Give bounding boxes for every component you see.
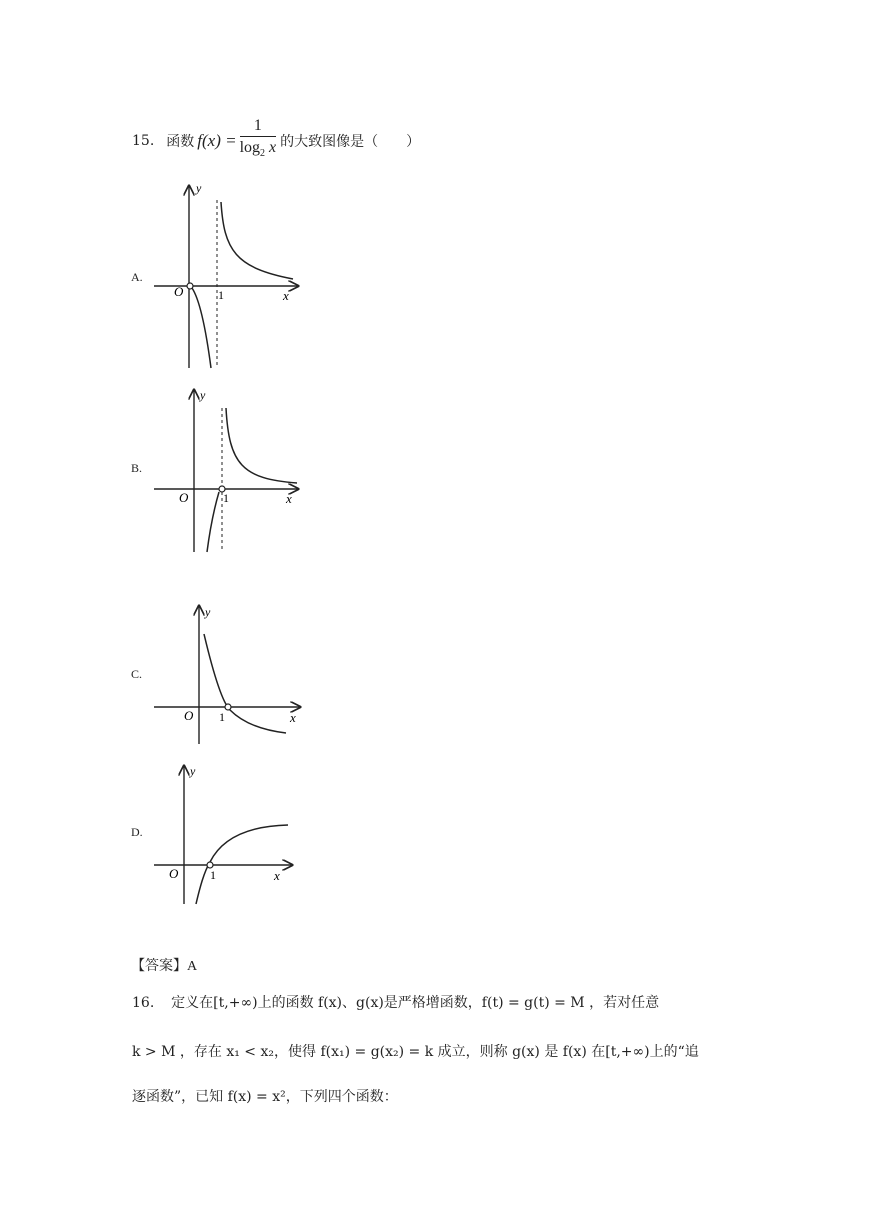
q15-func-lhs: f(x) = (197, 131, 237, 150)
option-c-label: C. (131, 667, 143, 681)
q15-lead: 函数 (166, 134, 195, 150)
curve-left (192, 288, 211, 368)
origin-label: O (174, 284, 184, 299)
y-label: y (205, 605, 211, 619)
y-label: y (200, 388, 206, 402)
y-label: y (190, 764, 196, 778)
curve (204, 634, 286, 733)
option-d-label: D. (131, 825, 143, 839)
option-a-graph (150, 180, 310, 370)
x-label: x (286, 491, 292, 506)
tick-label: 1 (210, 868, 216, 882)
x-label: x (274, 868, 280, 883)
answer-prefix: 【答案】 (131, 958, 187, 974)
option-c-graph (150, 602, 310, 747)
origin-label: O (169, 866, 179, 881)
q15-log-base: 2 (260, 148, 266, 160)
q16-line1-text: 定义在[t,+∞)上的函数 f(x)、g(x)是严格增函数，f(t) = g(t) = M ，若对任意 (171, 995, 660, 1011)
q15-stem (132, 119, 420, 163)
q15-log-var: x (269, 139, 277, 157)
answer-line (131, 955, 197, 975)
y-label: y (196, 181, 202, 195)
option-a-label: A. (131, 270, 143, 284)
option-b-graph (150, 384, 310, 554)
q15-fraction (240, 116, 277, 165)
x-label: x (290, 710, 296, 725)
q16-line3: 逐函数”，已知 f(x) = x²，下列四个函数： (132, 1089, 398, 1105)
q15-number: 15. (132, 133, 155, 149)
q15-tail: 的大致图像是（ ） (280, 134, 421, 150)
origin-label: O (179, 490, 189, 505)
curve-left (207, 492, 219, 552)
q16-line1 (132, 992, 659, 1012)
option-b-label: B. (131, 461, 143, 475)
open-point (225, 704, 231, 710)
tick-label: 1 (223, 491, 229, 505)
curve-right (221, 202, 293, 279)
tick-label: 1 (219, 710, 225, 724)
tick-label: 1 (218, 288, 224, 302)
open-point (187, 283, 193, 289)
q15-frac-den (240, 137, 277, 165)
origin-label: O (184, 708, 194, 723)
q16-number: 16. (132, 995, 155, 1011)
x-label: x (283, 288, 289, 303)
answer-value: A (187, 959, 198, 974)
option-d-graph (150, 762, 310, 907)
q15-frac-num: 1 (240, 116, 277, 137)
curve-right (226, 408, 297, 483)
q15-log: log (239, 139, 261, 157)
q16-line2: k > M ，存在 x₁ < x₂，使得 f(x₁) = g(x₂) = k 成立，则称 g(x) 是 f(x) 在[t,+∞)上的“追 (132, 1044, 699, 1060)
